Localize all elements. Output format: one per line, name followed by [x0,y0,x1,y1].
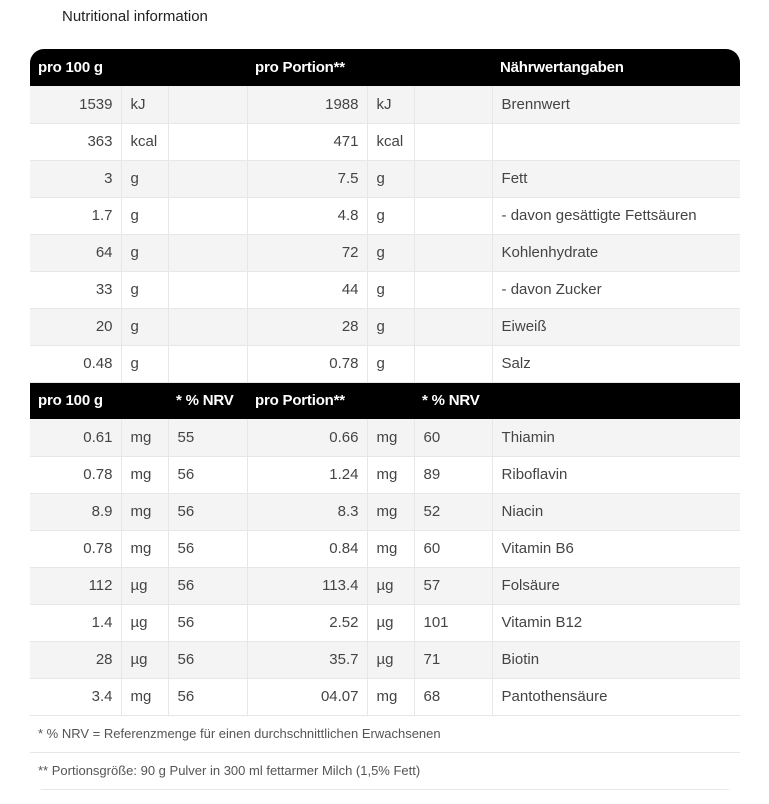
footnote-portion: ** Portionsgröße: 90 g Pulver in 300 ml fettarmer Milch (1,5% Fett) [30,752,740,789]
nrv-per-100g: 56 [168,493,247,530]
unit-per-100g: g [121,197,168,234]
unit-per-portion: mg [367,530,414,567]
nrv-per-100g: 56 [168,530,247,567]
unit-per-100g: µg [121,641,168,678]
subheader-per-portion: pro Portion** [255,392,345,410]
nrv-per-portion: 60 [414,419,492,456]
empty-cell [168,345,247,382]
value-per-portion: 1988 [247,86,367,123]
value-per-100g: 0.78 [30,530,121,567]
unit-per-portion: mg [367,419,414,456]
value-per-portion: 04.07 [247,678,367,715]
nrv-per-portion: 57 [414,567,492,604]
subheader-nrv-100g: * % NRV [176,392,234,410]
nutrient-row [30,197,740,234]
value-per-100g: 363 [30,123,121,160]
vitamin-row [30,530,740,567]
unit-per-portion: g [367,345,414,382]
subheader-per-100g: pro 100 g [38,392,103,410]
value-per-portion: 28 [247,308,367,345]
unit-per-100g: µg [121,604,168,641]
nrv-per-100g: 55 [168,419,247,456]
nutrition-table-container [30,49,740,790]
unit-per-portion: mg [367,678,414,715]
unit-per-100g: mg [121,530,168,567]
unit-per-100g: mg [121,678,168,715]
nutrient-name: - davon gesättigte Fettsäuren [492,197,740,234]
nrv-per-100g: 56 [168,641,247,678]
value-per-portion: 2.52 [247,604,367,641]
empty-cell [414,271,492,308]
value-per-100g: 0.48 [30,345,121,382]
footnote-row-portion [30,752,740,789]
empty-cell [168,160,247,197]
nrv-per-portion: 52 [414,493,492,530]
unit-per-100g: mg [121,456,168,493]
value-per-100g: 0.61 [30,419,121,456]
nrv-per-100g: 56 [168,567,247,604]
unit-per-portion: g [367,197,414,234]
value-per-100g: 112 [30,567,121,604]
header-nutrition-facts: Nährwertangaben [500,59,624,76]
value-per-portion: 0.84 [247,530,367,567]
value-per-100g: 3 [30,160,121,197]
unit-per-portion: g [367,271,414,308]
empty-cell [168,271,247,308]
nutrient-row [30,234,740,271]
value-per-100g: 64 [30,234,121,271]
vitamin-name: Niacin [492,493,740,530]
unit-per-portion: g [367,160,414,197]
empty-cell [414,160,492,197]
empty-cell [168,123,247,160]
vitamin-rows [30,419,740,715]
value-per-portion: 471 [247,123,367,160]
unit-per-100g: g [121,271,168,308]
nrv-per-portion: 60 [414,530,492,567]
nrv-per-portion: 71 [414,641,492,678]
unit-per-portion: µg [367,567,414,604]
nutrient-name: Salz [492,345,740,382]
table-header-row [30,49,740,86]
empty-cell [414,234,492,271]
unit-per-portion: kJ [367,86,414,123]
value-per-portion: 0.78 [247,345,367,382]
unit-per-portion: g [367,234,414,271]
nutrient-name: Brennwert [492,86,740,123]
value-per-100g: 20 [30,308,121,345]
header-per-portion: pro Portion** [255,59,345,76]
unit-per-100g: g [121,308,168,345]
unit-per-100g: µg [121,567,168,604]
vitamin-row [30,604,740,641]
value-per-portion: 7.5 [247,160,367,197]
value-per-100g: 28 [30,641,121,678]
value-per-portion: 72 [247,234,367,271]
footnote-nrv: * % NRV = Referenzmenge für einen durchschnittlichen Erwachsenen [30,715,740,752]
empty-cell [414,197,492,234]
nutrient-row [30,271,740,308]
vitamin-row [30,456,740,493]
unit-per-100g: mg [121,419,168,456]
unit-per-portion: kcal [367,123,414,160]
nutrition-table [30,49,740,790]
value-per-100g: 1.4 [30,604,121,641]
value-per-100g: 0.78 [30,456,121,493]
subheader-nrv-portion: * % NRV [422,392,480,410]
nutrient-row [30,308,740,345]
nutrient-row [30,345,740,382]
value-per-100g: 33 [30,271,121,308]
footnote-row-nrv [30,715,740,752]
vitamin-name: Folsäure [492,567,740,604]
vitamin-row [30,493,740,530]
value-per-100g: 1.7 [30,197,121,234]
unit-per-portion: µg [367,604,414,641]
nrv-per-portion: 101 [414,604,492,641]
value-per-100g: 8.9 [30,493,121,530]
empty-cell [414,308,492,345]
header-per-100g: pro 100 g [38,59,103,76]
value-per-100g: 3.4 [30,678,121,715]
vitamin-name: Riboflavin [492,456,740,493]
page-heading: Nutritional information [62,8,208,25]
unit-per-portion: mg [367,493,414,530]
value-per-portion: 1.24 [247,456,367,493]
vitamin-name: Pantothensäure [492,678,740,715]
value-per-portion: 113.4 [247,567,367,604]
empty-cell [414,86,492,123]
value-per-portion: 4.8 [247,197,367,234]
vitamin-row [30,419,740,456]
empty-cell [168,86,247,123]
unit-per-100g: kJ [121,86,168,123]
vitamin-row [30,641,740,678]
unit-per-portion: g [367,308,414,345]
nutrient-rows [30,86,740,382]
value-per-portion: 35.7 [247,641,367,678]
vitamin-name: Vitamin B6 [492,530,740,567]
empty-cell [168,197,247,234]
unit-per-100g: g [121,160,168,197]
nutrient-name: Eiweiß [492,308,740,345]
nutrient-name: Kohlenhydrate [492,234,740,271]
value-per-portion: 8.3 [247,493,367,530]
nutrient-row [30,160,740,197]
nutrient-row [30,86,740,123]
value-per-portion: 44 [247,271,367,308]
unit-per-portion: µg [367,641,414,678]
nrv-per-100g: 56 [168,456,247,493]
unit-per-100g: kcal [121,123,168,160]
vitamin-row [30,678,740,715]
empty-cell [168,234,247,271]
nrv-per-portion: 68 [414,678,492,715]
nrv-per-100g: 56 [168,678,247,715]
vitamin-header-row [30,382,740,419]
vitamin-row [30,567,740,604]
unit-per-100g: mg [121,493,168,530]
vitamin-name: Biotin [492,641,740,678]
unit-per-100g: g [121,234,168,271]
unit-per-portion: mg [367,456,414,493]
nutrient-name [492,123,740,160]
empty-cell [414,345,492,382]
vitamin-name: Vitamin B12 [492,604,740,641]
nrv-per-portion: 89 [414,456,492,493]
nutrient-row [30,123,740,160]
unit-per-100g: g [121,345,168,382]
value-per-portion: 0.66 [247,419,367,456]
nutrient-name: - davon Zucker [492,271,740,308]
nutrient-name: Fett [492,160,740,197]
empty-cell [168,308,247,345]
subheader-empty [492,382,740,419]
value-per-100g: 1539 [30,86,121,123]
vitamin-name: Thiamin [492,419,740,456]
empty-cell [414,123,492,160]
nrv-per-100g: 56 [168,604,247,641]
